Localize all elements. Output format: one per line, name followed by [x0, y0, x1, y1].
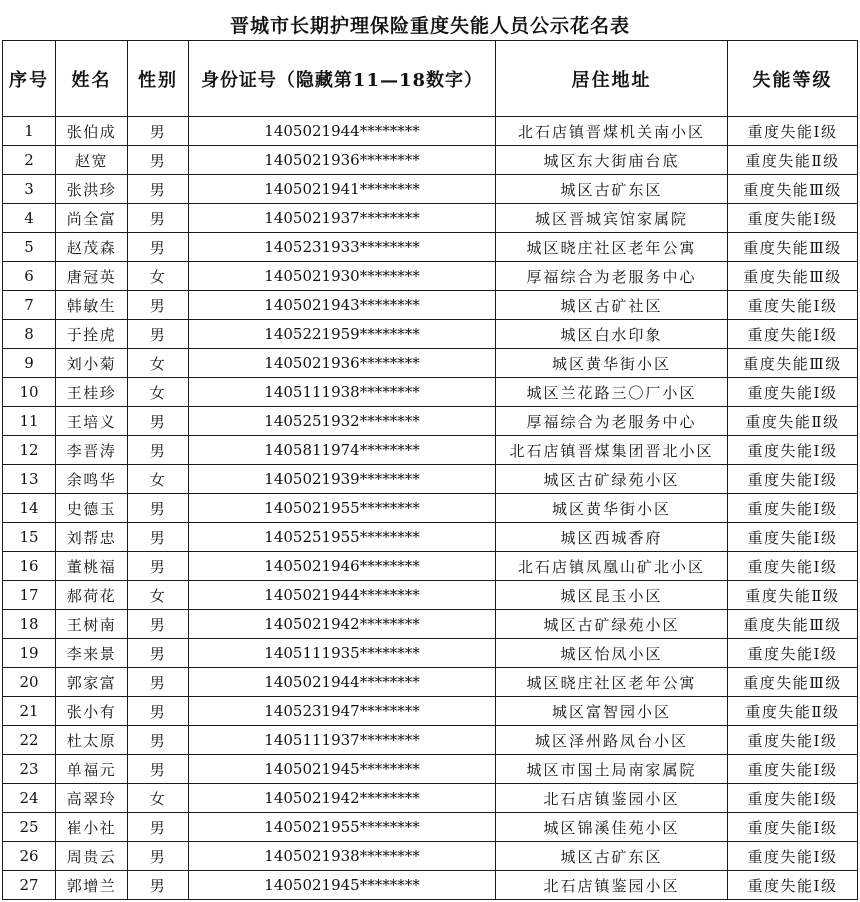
cell-id: 1405021939********: [189, 465, 496, 494]
table-row: [3, 407, 858, 436]
cell-seq: 20: [3, 668, 56, 697]
table-row: [3, 465, 858, 494]
cell-address: 城区泽州路凤台小区: [496, 726, 728, 755]
cell-name: 单福元: [56, 755, 128, 784]
cell-seq: 8: [3, 320, 56, 349]
cell-name: 王桂珍: [56, 378, 128, 407]
cell-level: 重度失能Ⅱ级: [728, 407, 858, 436]
cell-address: 北石店镇鉴园小区: [496, 784, 728, 813]
cell-address: 城区古矿东区: [496, 175, 728, 204]
cell-level: 重度失能Ⅰ级: [728, 378, 858, 407]
table-row: [3, 378, 858, 407]
cell-gender: 男: [128, 842, 189, 871]
cell-seq: 6: [3, 262, 56, 291]
cell-address: 城区西城香府: [496, 523, 728, 552]
cell-id: 1405021943********: [189, 291, 496, 320]
cell-level: 重度失能Ⅰ级: [728, 726, 858, 755]
cell-address: 城区白水印象: [496, 320, 728, 349]
cell-level: 重度失能Ⅰ级: [728, 871, 858, 900]
table-row: [3, 610, 858, 639]
cell-seq: 11: [3, 407, 56, 436]
cell-address: 城区古矿绿苑小区: [496, 465, 728, 494]
cell-name: 郝荷花: [56, 581, 128, 610]
cell-level: 重度失能Ⅱ级: [728, 146, 858, 175]
cell-level: 重度失能Ⅰ级: [728, 117, 858, 146]
cell-id: 1405021942********: [189, 784, 496, 813]
cell-seq: 10: [3, 378, 56, 407]
cell-id: 1405021945********: [189, 755, 496, 784]
roster-header: [3, 41, 858, 117]
cell-name: 郭家富: [56, 668, 128, 697]
cell-id: 1405021930********: [189, 262, 496, 291]
table-row: [3, 262, 858, 291]
header-row: [3, 41, 858, 117]
cell-seq: 7: [3, 291, 56, 320]
cell-id: 1405231947********: [189, 697, 496, 726]
cell-seq: 13: [3, 465, 56, 494]
cell-address: 北石店镇凤凰山矿北小区: [496, 552, 728, 581]
cell-name: 杜太原: [56, 726, 128, 755]
table-row: [3, 204, 858, 233]
cell-name: 李来景: [56, 639, 128, 668]
cell-level: 重度失能Ⅲ级: [728, 262, 858, 291]
cell-name: 董桃福: [56, 552, 128, 581]
cell-name: 张小有: [56, 697, 128, 726]
cell-gender: 女: [128, 465, 189, 494]
cell-gender: 男: [128, 755, 189, 784]
cell-gender: 男: [128, 726, 189, 755]
cell-id: 1405221959********: [189, 320, 496, 349]
table-row: [3, 581, 858, 610]
table-row: [3, 668, 858, 697]
cell-name: 王树南: [56, 610, 128, 639]
cell-name: 赵宽: [56, 146, 128, 175]
header-seq: 序号: [3, 41, 56, 117]
cell-name: 高翠玲: [56, 784, 128, 813]
cell-level: 重度失能Ⅰ级: [728, 320, 858, 349]
cell-level: 重度失能Ⅲ级: [728, 349, 858, 378]
cell-id: 1405021936********: [189, 349, 496, 378]
table-row: [3, 320, 858, 349]
cell-address: 城区晋城宾馆家属院: [496, 204, 728, 233]
cell-level: 重度失能Ⅰ级: [728, 813, 858, 842]
cell-name: 史德玉: [56, 494, 128, 523]
cell-seq: 12: [3, 436, 56, 465]
cell-id: 1405021937********: [189, 204, 496, 233]
cell-id: 1405021944********: [189, 581, 496, 610]
cell-seq: 17: [3, 581, 56, 610]
header-id-number: 身份证号（隐藏第11—18数字）: [189, 41, 496, 117]
table-row: [3, 291, 858, 320]
cell-id: 1405021938********: [189, 842, 496, 871]
table-row: [3, 871, 858, 900]
cell-address: 城区锦溪佳苑小区: [496, 813, 728, 842]
cell-address: 北石店镇鉴园小区: [496, 871, 728, 900]
cell-address: 厚福综合为老服务中心: [496, 407, 728, 436]
cell-id: 1405021936********: [189, 146, 496, 175]
cell-gender: 男: [128, 407, 189, 436]
cell-gender: 男: [128, 175, 189, 204]
header-disability-level: 失能等级: [728, 41, 858, 117]
cell-name: 于拴虎: [56, 320, 128, 349]
cell-address: 北石店镇晋煤机关南小区: [496, 117, 728, 146]
cell-gender: 男: [128, 813, 189, 842]
cell-level: 重度失能Ⅰ级: [728, 842, 858, 871]
header-gender: 性别: [128, 41, 189, 117]
cell-address: 城区怡凤小区: [496, 639, 728, 668]
cell-level: 重度失能Ⅱ级: [728, 581, 858, 610]
cell-seq: 2: [3, 146, 56, 175]
cell-seq: 14: [3, 494, 56, 523]
cell-gender: 女: [128, 784, 189, 813]
cell-address: 城区晓庄社区老年公寓: [496, 233, 728, 262]
cell-seq: 22: [3, 726, 56, 755]
cell-address: 城区富智园小区: [496, 697, 728, 726]
table-row: [3, 552, 858, 581]
cell-gender: 男: [128, 668, 189, 697]
cell-id: 1405021944********: [189, 668, 496, 697]
table-row: [3, 697, 858, 726]
table-row: [3, 523, 858, 552]
cell-gender: 男: [128, 610, 189, 639]
cell-gender: 男: [128, 494, 189, 523]
cell-id: 1405111938********: [189, 378, 496, 407]
cell-name: 郭增兰: [56, 871, 128, 900]
cell-seq: 9: [3, 349, 56, 378]
cell-seq: 3: [3, 175, 56, 204]
cell-seq: 26: [3, 842, 56, 871]
cell-gender: 男: [128, 552, 189, 581]
cell-id: 1405251955********: [189, 523, 496, 552]
cell-id: 1405021945********: [189, 871, 496, 900]
cell-id: 1405111935********: [189, 639, 496, 668]
cell-name: 刘帮忠: [56, 523, 128, 552]
cell-name: 赵茂森: [56, 233, 128, 262]
cell-id: 1405021944********: [189, 117, 496, 146]
cell-address: 城区古矿东区: [496, 842, 728, 871]
table-row: [3, 436, 858, 465]
cell-gender: 女: [128, 262, 189, 291]
cell-name: 张伯成: [56, 117, 128, 146]
cell-gender: 男: [128, 320, 189, 349]
document-title: 晋城市长期护理保险重度失能人员公示花名表: [229, 15, 630, 37]
table-row: [3, 755, 858, 784]
roster-body: [3, 117, 858, 900]
table-row: [3, 146, 858, 175]
cell-address: 厚福综合为老服务中心: [496, 262, 728, 291]
cell-gender: 男: [128, 523, 189, 552]
roster-table: [2, 40, 858, 900]
cell-level: 重度失能Ⅰ级: [728, 784, 858, 813]
cell-gender: 男: [128, 291, 189, 320]
cell-level: 重度失能Ⅲ级: [728, 668, 858, 697]
cell-id: 1405021946********: [189, 552, 496, 581]
cell-seq: 1: [3, 117, 56, 146]
cell-name: 李晋涛: [56, 436, 128, 465]
cell-seq: 18: [3, 610, 56, 639]
cell-address: 北石店镇晋煤集团晋北小区: [496, 436, 728, 465]
table-row: [3, 117, 858, 146]
cell-address: 城区兰花路三〇厂小区: [496, 378, 728, 407]
cell-gender: 女: [128, 349, 189, 378]
cell-gender: 男: [128, 871, 189, 900]
cell-seq: 23: [3, 755, 56, 784]
table-row: [3, 784, 858, 813]
cell-level: 重度失能Ⅰ级: [728, 552, 858, 581]
cell-seq: 21: [3, 697, 56, 726]
cell-address: 城区古矿绿苑小区: [496, 610, 728, 639]
cell-id: 1405021955********: [189, 494, 496, 523]
cell-gender: 男: [128, 117, 189, 146]
cell-id: 1405811974********: [189, 436, 496, 465]
header-address: 居住地址: [496, 41, 728, 117]
cell-id: 1405021955********: [189, 813, 496, 842]
cell-gender: 女: [128, 378, 189, 407]
table-row: [3, 233, 858, 262]
cell-gender: 男: [128, 146, 189, 175]
cell-level: 重度失能Ⅰ级: [728, 291, 858, 320]
cell-level: 重度失能Ⅰ级: [728, 436, 858, 465]
cell-gender: 男: [128, 436, 189, 465]
cell-id: 1405231933********: [189, 233, 496, 262]
cell-name: 周贵云: [56, 842, 128, 871]
header-name: 姓名: [56, 41, 128, 117]
cell-gender: 男: [128, 204, 189, 233]
table-row: [3, 175, 858, 204]
cell-name: 刘小菊: [56, 349, 128, 378]
cell-id: 1405021941********: [189, 175, 496, 204]
cell-seq: 15: [3, 523, 56, 552]
cell-level: 重度失能Ⅲ级: [728, 233, 858, 262]
table-row: [3, 494, 858, 523]
cell-name: 余鸣华: [56, 465, 128, 494]
cell-seq: 16: [3, 552, 56, 581]
cell-gender: 男: [128, 233, 189, 262]
cell-seq: 5: [3, 233, 56, 262]
cell-name: 崔小社: [56, 813, 128, 842]
cell-seq: 24: [3, 784, 56, 813]
cell-name: 唐冠英: [56, 262, 128, 291]
cell-gender: 男: [128, 697, 189, 726]
cell-name: 王培义: [56, 407, 128, 436]
cell-level: 重度失能Ⅰ级: [728, 465, 858, 494]
cell-level: 重度失能Ⅰ级: [728, 755, 858, 784]
cell-name: 尚全富: [56, 204, 128, 233]
cell-gender: 男: [128, 639, 189, 668]
cell-seq: 19: [3, 639, 56, 668]
cell-id: 1405021942********: [189, 610, 496, 639]
cell-level: 重度失能Ⅰ级: [728, 494, 858, 523]
table-row: [3, 349, 858, 378]
table-row: [3, 726, 858, 755]
cell-seq: 4: [3, 204, 56, 233]
cell-address: 城区晓庄社区老年公寓: [496, 668, 728, 697]
cell-id: 1405111937********: [189, 726, 496, 755]
cell-address: 城区东大街庙台底: [496, 146, 728, 175]
table-row: [3, 842, 858, 871]
cell-address: 城区昆玉小区: [496, 581, 728, 610]
table-row: [3, 639, 858, 668]
cell-level: 重度失能Ⅰ级: [728, 639, 858, 668]
cell-level: 重度失能Ⅰ级: [728, 204, 858, 233]
cell-level: 重度失能Ⅰ级: [728, 523, 858, 552]
cell-id: 1405251932********: [189, 407, 496, 436]
cell-level: 重度失能Ⅱ级: [728, 697, 858, 726]
cell-address: 城区黄华街小区: [496, 494, 728, 523]
cell-name: 张洪珍: [56, 175, 128, 204]
cell-address: 城区市国土局南家属院: [496, 755, 728, 784]
cell-level: 重度失能Ⅲ级: [728, 175, 858, 204]
cell-gender: 女: [128, 581, 189, 610]
cell-address: 城区黄华街小区: [496, 349, 728, 378]
cell-name: 韩敏生: [56, 291, 128, 320]
cell-address: 城区古矿社区: [496, 291, 728, 320]
table-row: [3, 813, 858, 842]
cell-seq: 27: [3, 871, 56, 900]
cell-seq: 25: [3, 813, 56, 842]
cell-level: 重度失能Ⅲ级: [728, 610, 858, 639]
